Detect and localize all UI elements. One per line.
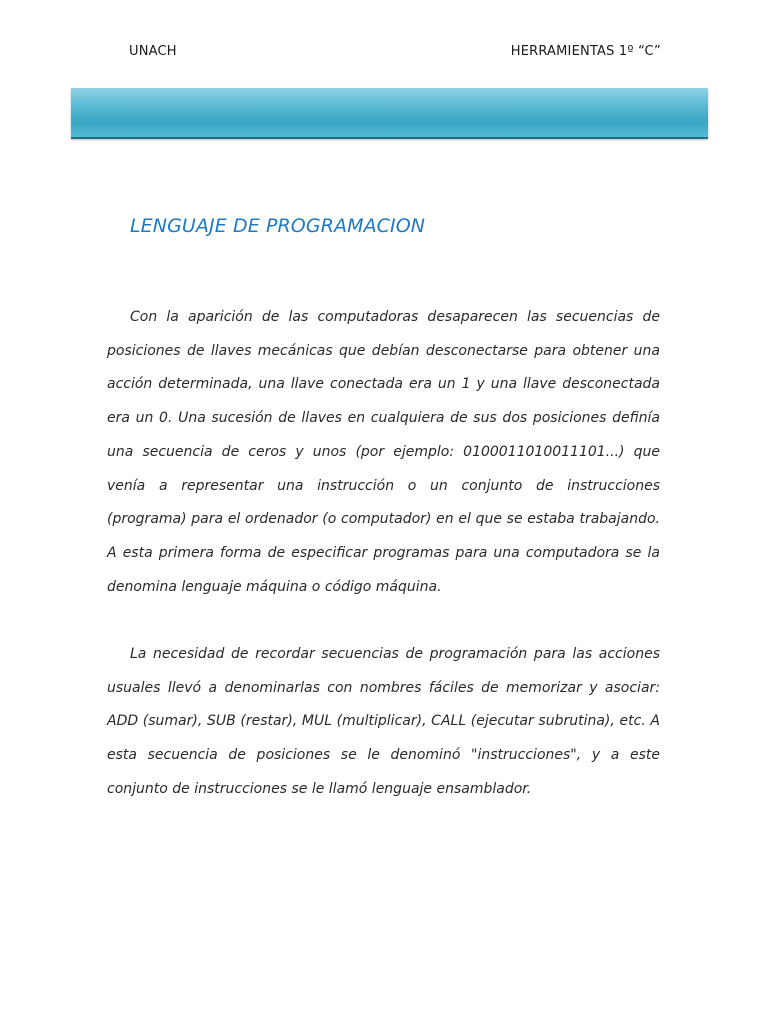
paragraph-1: Con la aparición de las computadoras desaparecen las secuencias de posiciones de llaves mecánicas que debían desconectarse para obtener una acción determinada, una llave conectada era un 1 y una llave desconectada era un 0. Una sucesión de llaves en cualquiera de sus dos posiciones definía una secuencia de ceros y unos (por ejemplo: 0100011010011101...) que venía a representar una instrucción o un conjunto de instrucciones (programa) para el ordenador (o computador) en el que se estaba trabajando. A esta primera forma de especificar programas para una computadora se la denomina lenguaje máquina o código máquina. xyxy=(107,309,660,595)
header-banner xyxy=(71,88,708,139)
paragraph-2: La necesidad de recordar secuencias de programación para las acciones usuales llevó a denominarlas con nombres fáciles de memorizar y asociar: ADD (sumar), SUB (restar), MUL (multiplicar), CALL (ejecutar subrutina), etc. A esta secuencia de posiciones se le denominó "instrucciones", y a este conjunto de instrucciones se le llamó lenguaje ensamblador. xyxy=(107,646,660,797)
page-title: LENGUAJE DE PROGRAMACION xyxy=(130,215,426,237)
header-course: HERRAMIENTAS 1º “C” xyxy=(510,44,661,59)
header-institution: UNACH xyxy=(129,44,177,59)
